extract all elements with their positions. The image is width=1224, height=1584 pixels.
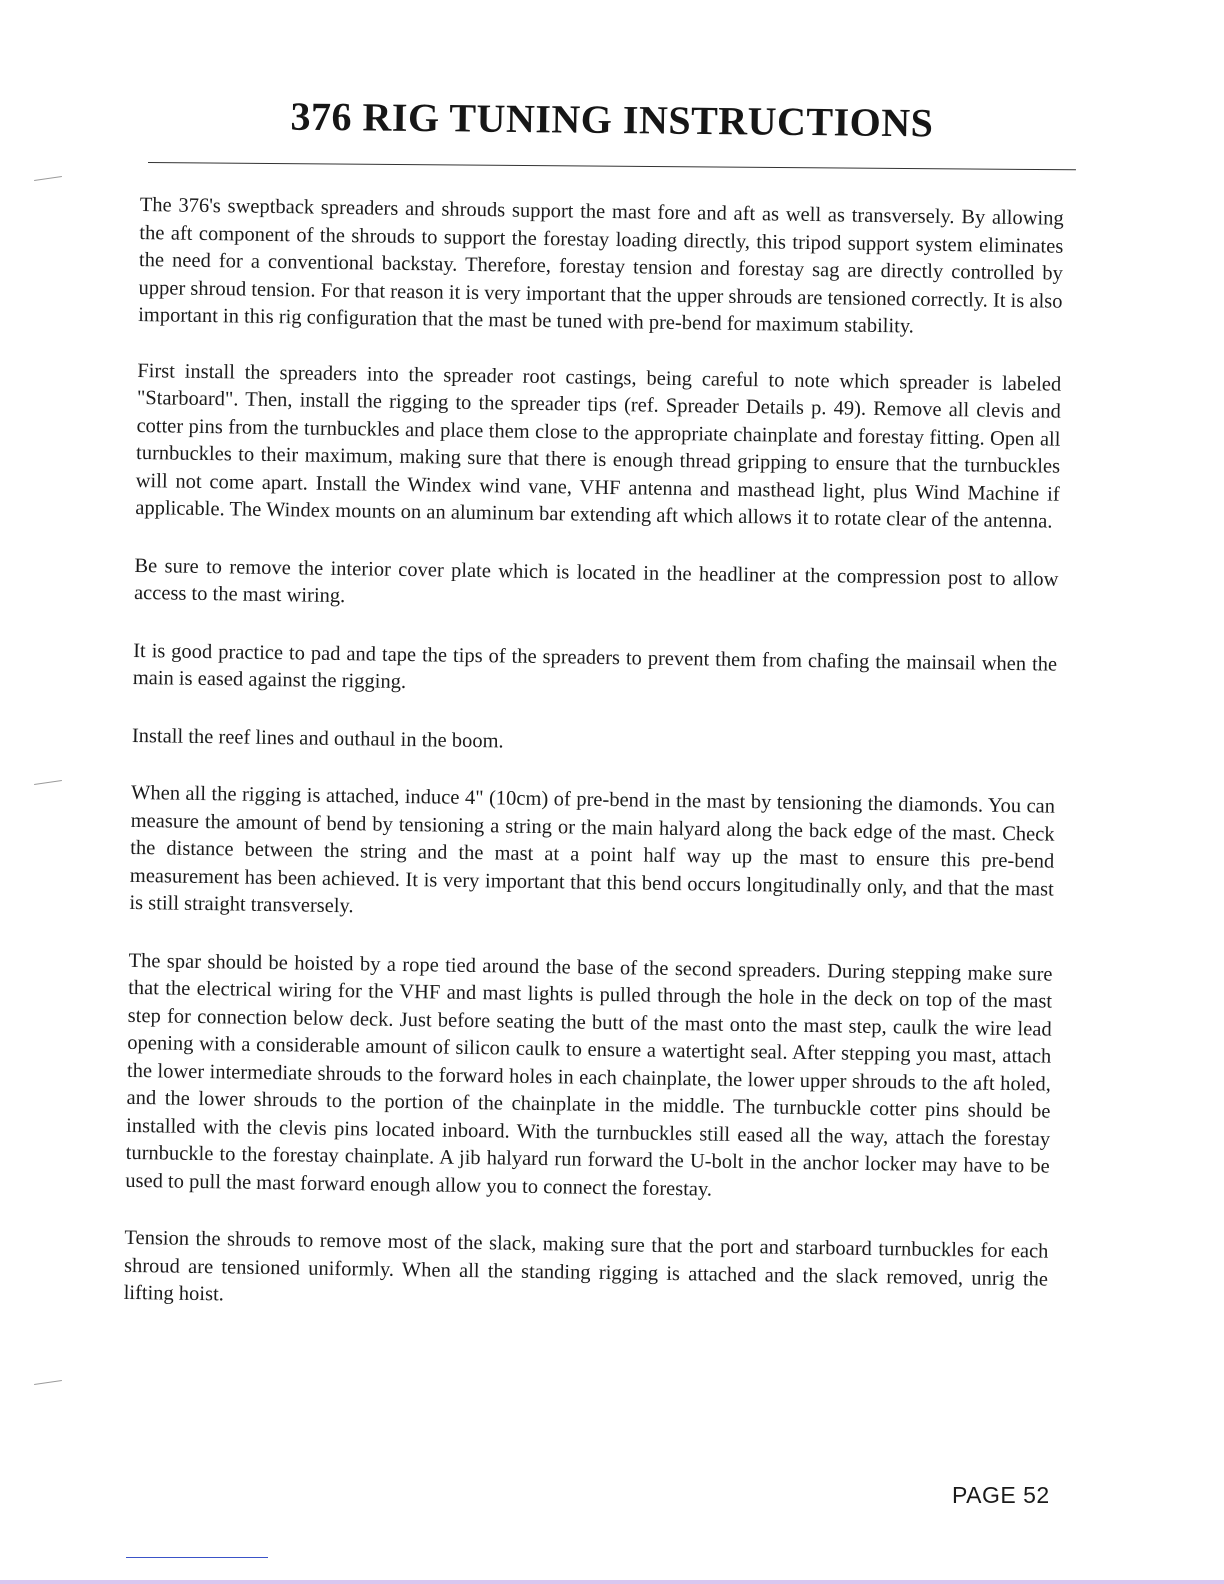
body-text — [123, 192, 1064, 1347]
page-number: PAGE 52 — [952, 1482, 1050, 1508]
page-title: 376 RIG TUNING INSTRUCTIONS — [290, 93, 934, 146]
paragraph-spreader-tips: It is good practice to pad and tape the tips of the spreaders to prevent them from chafing the mainsail when the main is eased against the rigging. — [132, 639, 1058, 693]
scan-bottom-edge — [0, 1580, 1224, 1584]
paragraph-stepping-mast: The spar should be hoisted by a rope tied around the base of the second spreaders. During stepping make sure that the electrical wiring for the VHF and mast lights is pulled through the hole in the deck on top of the mast step for connection below deck. Just before seating the butt of the mast onto the mast step, caulk the wire lead opening with a considerable amount of silicon caulk to ensure a watertight seal. After stepping you mast, attach the lower intermediate shrouds to the forward holes in each chainplate, the lower upper shrouds to the aft holed, and the lower shrouds to the portion of the chainplate in the middle. The turnbuckle cotter pins should be installed with the clevis pins located inboard. With the turnbuckles still eased all the way, attach the forestay turnbuckle to the forestay chainplate. A jib halyard run forward the U-bolt in the anchor locker may have to be used to pull the mast forward enough allow you to connect the forestay. — [125, 949, 1053, 1201]
paragraph-reef-lines: Install the reef lines and outhaul in the boom. — [131, 724, 504, 752]
paragraph-pre-bend: When all the rigging is attached, induce 4" (10cm) of pre-bend in the mast by tensioning the diamonds. You can measure the amount of bend by tensioning a string or the main halyard along the back edge of the mast. Check the distance between the string and the mast at a point half way up the mast to ensure this pre-bend measurement has been achieved. It is very important that this bend occurs longitudinally only, and that the mast is still straight transversely. — [129, 781, 1056, 918]
title-divider — [148, 162, 1076, 170]
scan-margin-mark — [34, 780, 62, 785]
paragraph-cover-plate: Be sure to remove the interior cover plate which is located in the headliner at the compression post to allow access to the mast wiring. — [133, 554, 1059, 608]
paragraph-rig-overview: The 376's sweptback spreaders and shrouds support the mast fore and aft as well as transversely. By allowing the aft component of the shrouds to support the forestay loading directly, this tripod support system eliminates the need for a conventional backstay. Therefore, forestay tension and forestay sag are directly controlled by upper shroud tension. For that reason it is very important that the upper shrouds are tensioned correctly. It is also important in this rig configuration that the mast be tuned with pre-bend for maximum stability. — [138, 193, 1064, 338]
scan-margin-mark — [34, 176, 62, 181]
paragraph-tension-shrouds: Tension the shrouds to remove most of the slack, making sure that the port and starboard turnbuckles for each shroud are tensioned uniformly. When all the standing rigging is attached and the slack removed, unrig the lifting hoist. — [123, 1226, 1049, 1306]
paragraph-spreader-installation: First install the spreaders into the spreader root castings, being careful to note which spreader is labeled "Starboard". Then, install the rigging to the spreader tips (ref. Spreader Details p. 49). Remove all clevis and cotter pins from the turnbuckles and place them close to the appropriate chainplate and forestay fitting. Open all turnbuckles to their maximum, making sure that there is enough thread gripping to ensure that the turnbuckles will not come apart. Install the Windex wind vane, VHF antenna and masthead light, plus Wind Machine if applicable. The Windex mounts on an aluminum bar extending aft which allows it to rotate clear of the antenna. — [135, 359, 1062, 533]
scan-edge-line — [126, 1557, 268, 1558]
scan-margin-mark — [34, 1380, 62, 1385]
